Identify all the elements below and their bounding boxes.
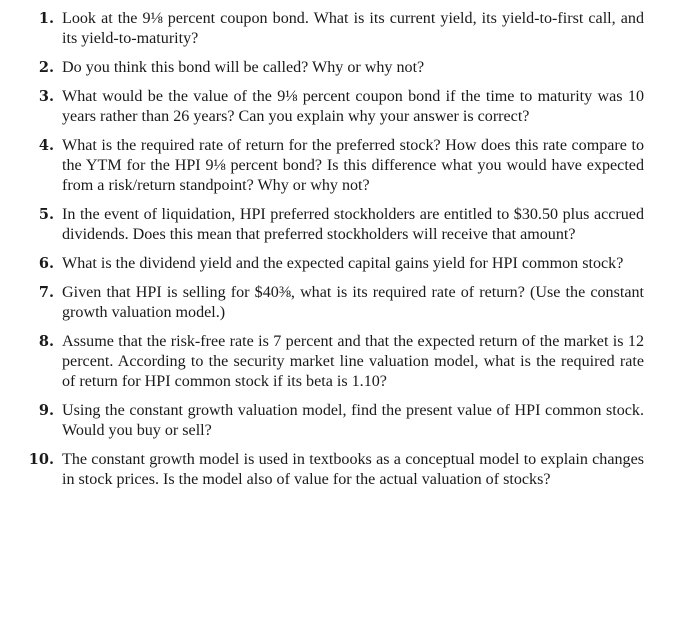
question-item <box>20 332 644 393</box>
question-item <box>20 9 644 49</box>
question-item <box>20 254 644 274</box>
question-number: 8. <box>38 332 54 350</box>
question-number: 3. <box>38 87 54 105</box>
question-number: 10. <box>28 451 54 468</box>
question-text: Given that HPI is selling for $40⅜, what is its required rate of return? (Use the constant growth valuation model.) <box>62 283 644 321</box>
question-number: 7. <box>38 283 54 301</box>
question-list <box>20 9 644 490</box>
question-text: What is the required rate of return for the preferred stock? How does this rate compare to the YTM for the HPI 9⅛ percent bond? Is this difference what you would have expected from a risk/return standpoint? Why or why not? <box>62 136 644 195</box>
question-number: 9. <box>38 402 54 419</box>
question-text: In the event of liquidation, HPI preferred stockholders are entitled to $30.50 plus accrued dividends. Does this mean that preferred stockholders will receive that amount? <box>62 206 644 244</box>
question-item <box>20 283 644 323</box>
question-number: 4. <box>38 136 54 154</box>
question-text: Assume that the risk-free rate is 7 percent and that the expected return of the market is 12 percent. According to the security market line valuation model, what is the required rate of return for HPI common stock if its beta is 1.10? <box>62 332 644 391</box>
question-text: The constant growth model is used in textbooks as a conceptual model to explain changes in stock prices. Is the model also of value for the actual valuation of stocks? <box>62 451 644 489</box>
question-text: What would be the value of the 9⅛ percent coupon bond if the time to maturity was 10 years rather than 26 years? Can you explain why your answer is correct? <box>62 87 644 125</box>
question-number: 1. <box>38 10 54 27</box>
question-item <box>20 87 644 127</box>
question-text: Using the constant growth valuation model, find the present value of HPI common stock. Would you buy or sell? <box>62 402 644 440</box>
question-item <box>20 136 644 197</box>
question-item <box>20 450 644 490</box>
question-text: What is the dividend yield and the expected capital gains yield for HPI common stock? <box>62 255 624 272</box>
question-number: 5. <box>38 206 54 223</box>
question-item <box>20 205 644 245</box>
question-number: 2. <box>38 59 54 76</box>
question-number: 6. <box>38 255 54 272</box>
question-text: Do you think this bond will be called? Why or why not? <box>62 59 425 76</box>
question-text: Look at the 9⅛ percent coupon bond. What is its current yield, its yield-to-first call, and its yield-to-maturity? <box>62 10 644 48</box>
question-item <box>20 401 644 441</box>
question-item <box>20 58 644 78</box>
